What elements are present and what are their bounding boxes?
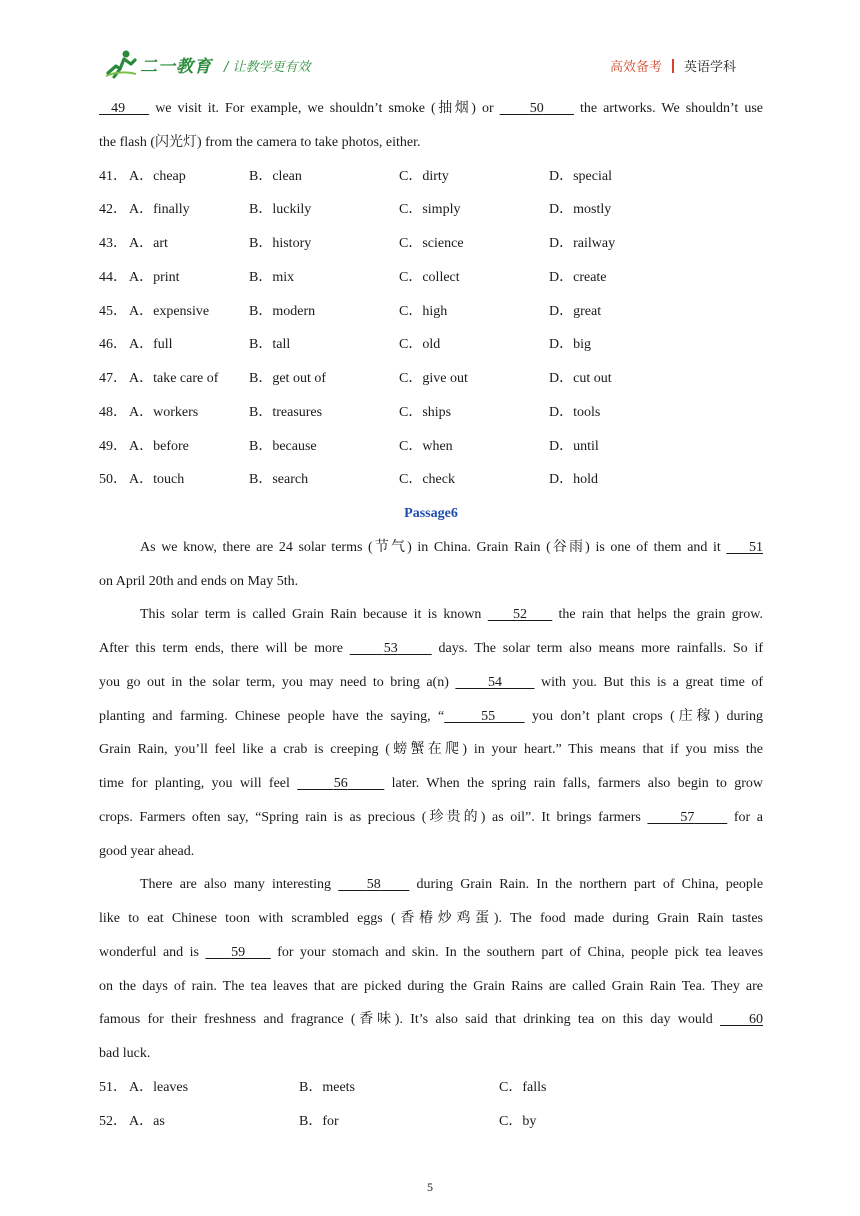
page-header <box>0 0 860 90</box>
option-c: C．collect <box>399 269 460 285</box>
option-d: D．big <box>549 337 591 353</box>
passage-line: wonderful and is 59 for your stomach and skin. In the southern part of China, people pick tea leaves <box>99 944 764 960</box>
option-a: A．expensive <box>129 303 210 319</box>
question-43 <box>99 227 763 261</box>
option-b: B．history <box>249 236 312 251</box>
passage-line: good year ahead. <box>99 843 195 859</box>
passage-line: After this term ends, there will be more 53 days. The solar term also means more rainfalls. So if <box>99 641 764 656</box>
blank-59: 59 <box>231 944 246 960</box>
option-a: A．finally <box>129 202 190 218</box>
option-c: C．simply <box>399 202 461 218</box>
intro-line-1: 49 we visit it. For example, we shouldn’t smoke (抽烟) or 50 the artworks. We shouldn’t use <box>99 92 763 126</box>
blank-56: 56 <box>333 776 348 791</box>
blank-58: 58 <box>366 877 381 893</box>
option-a: A．leaves <box>129 1079 189 1095</box>
question-list-41-50 <box>99 160 763 498</box>
option-b: B．tall <box>249 337 291 353</box>
passage-line: As we know, there are 24 solar terms (节气) in China. Grain Rain (谷雨) is one of them and it 51 <box>140 539 764 555</box>
option-d: D．hold <box>549 472 598 488</box>
option-c: C．falls <box>499 1079 547 1095</box>
question-number: 42． <box>99 202 127 218</box>
question-number: 41． <box>99 168 127 184</box>
option-d: D．great <box>549 303 602 319</box>
option-c: C．check <box>399 472 455 488</box>
option-a: A．art <box>129 236 168 251</box>
passage-line: There are also many interesting 58 during Grain Rain. In the northern part of China, people <box>140 877 764 893</box>
passage-line: Grain Rain, you’ll feel like a crab is creeping (螃蟹在爬) in your heart.” This means that if you miss the <box>99 742 763 758</box>
blank-60: 60 <box>749 1012 764 1028</box>
option-b: B．modern <box>249 303 316 319</box>
option-b: B．get out of <box>249 371 326 386</box>
blank-55: 55 <box>481 708 496 724</box>
option-c: C．science <box>399 236 464 251</box>
blank-57: 57 <box>680 809 695 825</box>
intro-line-2: the flash (闪光灯) from the camera to take photos, either. <box>99 134 421 150</box>
option-a: A．as <box>129 1113 165 1129</box>
question-46 <box>99 328 763 362</box>
question-42 <box>99 193 763 227</box>
passage-line: on April 20th and ends on May 5th. <box>99 573 299 589</box>
option-a: A．workers <box>129 404 199 420</box>
question-47 <box>99 362 763 396</box>
option-c: C．high <box>399 303 448 319</box>
option-c: C．give out <box>399 371 468 386</box>
option-b: B．mix <box>249 269 295 285</box>
passage-line: planting and farming. Chinese people have the saying, “ 55 you don’t plant crops (庄稼) during <box>99 708 764 724</box>
passage-line: bad luck. <box>99 1046 151 1061</box>
option-b: B．for <box>299 1113 339 1129</box>
option-d: D．special <box>549 168 612 184</box>
option-b: B．luckily <box>249 202 312 218</box>
option-c: C．by <box>499 1113 537 1129</box>
question-number: 49． <box>99 438 127 454</box>
option-b: B．treasures <box>249 404 323 420</box>
question-number: 45． <box>99 303 127 319</box>
option-c: C．old <box>399 337 441 353</box>
runner-logo-icon <box>104 49 138 79</box>
subject-tag <box>610 56 736 75</box>
option-d: D．tools <box>549 404 601 420</box>
tag-left: 高效备考 <box>609 60 662 75</box>
option-d: D．cut out <box>549 371 612 386</box>
tag-divider <box>672 59 674 73</box>
blank-49: 49 <box>111 101 126 116</box>
blank-53: 53 <box>383 641 398 656</box>
passage-line: crops. Farmers often say, “Spring rain is as precious (珍贵的) as oil”. It brings farmers 57 for a <box>99 809 763 825</box>
passage-line: you go out in the solar term, you may need to bring a(n) 54 with you. But this is a great time of <box>99 674 764 690</box>
document-body <box>99 92 763 1138</box>
option-c: C．ships <box>399 404 452 420</box>
question-41 <box>99 160 763 194</box>
option-c: C．when <box>399 438 453 454</box>
option-d: D．create <box>549 269 607 285</box>
option-a: A．before <box>129 438 189 454</box>
option-b: B．clean <box>249 168 302 184</box>
page-number: 5 <box>427 1180 433 1194</box>
option-a: A．print <box>129 269 180 285</box>
option-b: B．because <box>249 438 317 454</box>
option-a: A．take care of <box>129 371 219 386</box>
question-number: 50． <box>99 472 127 488</box>
question-number: 51． <box>99 1079 127 1095</box>
option-d: D．until <box>549 438 599 454</box>
logo-text: 二一教育 <box>140 56 212 77</box>
slogan: / 让教学更有效 <box>224 60 311 75</box>
logo <box>104 48 212 80</box>
question-52 <box>99 1105 763 1139</box>
question-number: 47． <box>99 371 127 386</box>
option-c: C．dirty <box>399 168 449 184</box>
option-b: B．search <box>249 472 309 488</box>
question-49 <box>99 430 763 464</box>
blank-51: 51 <box>749 539 764 555</box>
option-d: D．mostly <box>549 202 612 218</box>
blank-50: 50 <box>529 101 544 116</box>
question-45 <box>99 295 763 329</box>
passage-line: time for planting, you will feel 56 later. When the spring rain falls, farmers also begin to grow <box>99 776 763 791</box>
question-number: 52． <box>99 1113 127 1129</box>
option-b: B．meets <box>299 1079 355 1095</box>
passage-title: Passage6 <box>404 506 458 521</box>
passage-line: This solar term is called Grain Rain because it is known 52 the rain that helps the grain grow. <box>140 607 764 623</box>
passage-line: on the days of rain. The tea leaves that are picked during the Grain Rains are called Grain Rain Tea. They are <box>99 978 763 994</box>
option-d: D．railway <box>549 236 616 251</box>
question-44 <box>99 261 763 295</box>
question-number: 46． <box>99 337 127 353</box>
passage-line: famous for their freshness and fragrance (香味). It’s also said that drinking tea on this day would 60 <box>99 1012 764 1028</box>
tag-right: 英语学科 <box>683 60 736 75</box>
option-a: A．touch <box>129 472 185 488</box>
question-48 <box>99 396 763 430</box>
option-a: A．full <box>129 337 173 353</box>
question-number: 44． <box>99 269 127 285</box>
question-number: 43． <box>99 236 127 251</box>
passage-line: like to eat Chinese toon with scrambled eggs (香椿炒鸡蛋). The food made during Grain Rain tastes <box>99 911 763 926</box>
blank-54: 54 <box>487 674 502 690</box>
question-50 <box>99 463 763 497</box>
question-number: 48． <box>99 404 127 420</box>
question-list-51-52 <box>99 1071 763 1139</box>
question-51 <box>99 1071 763 1105</box>
blank-52: 52 <box>512 607 527 623</box>
option-a: A．cheap <box>129 168 186 184</box>
